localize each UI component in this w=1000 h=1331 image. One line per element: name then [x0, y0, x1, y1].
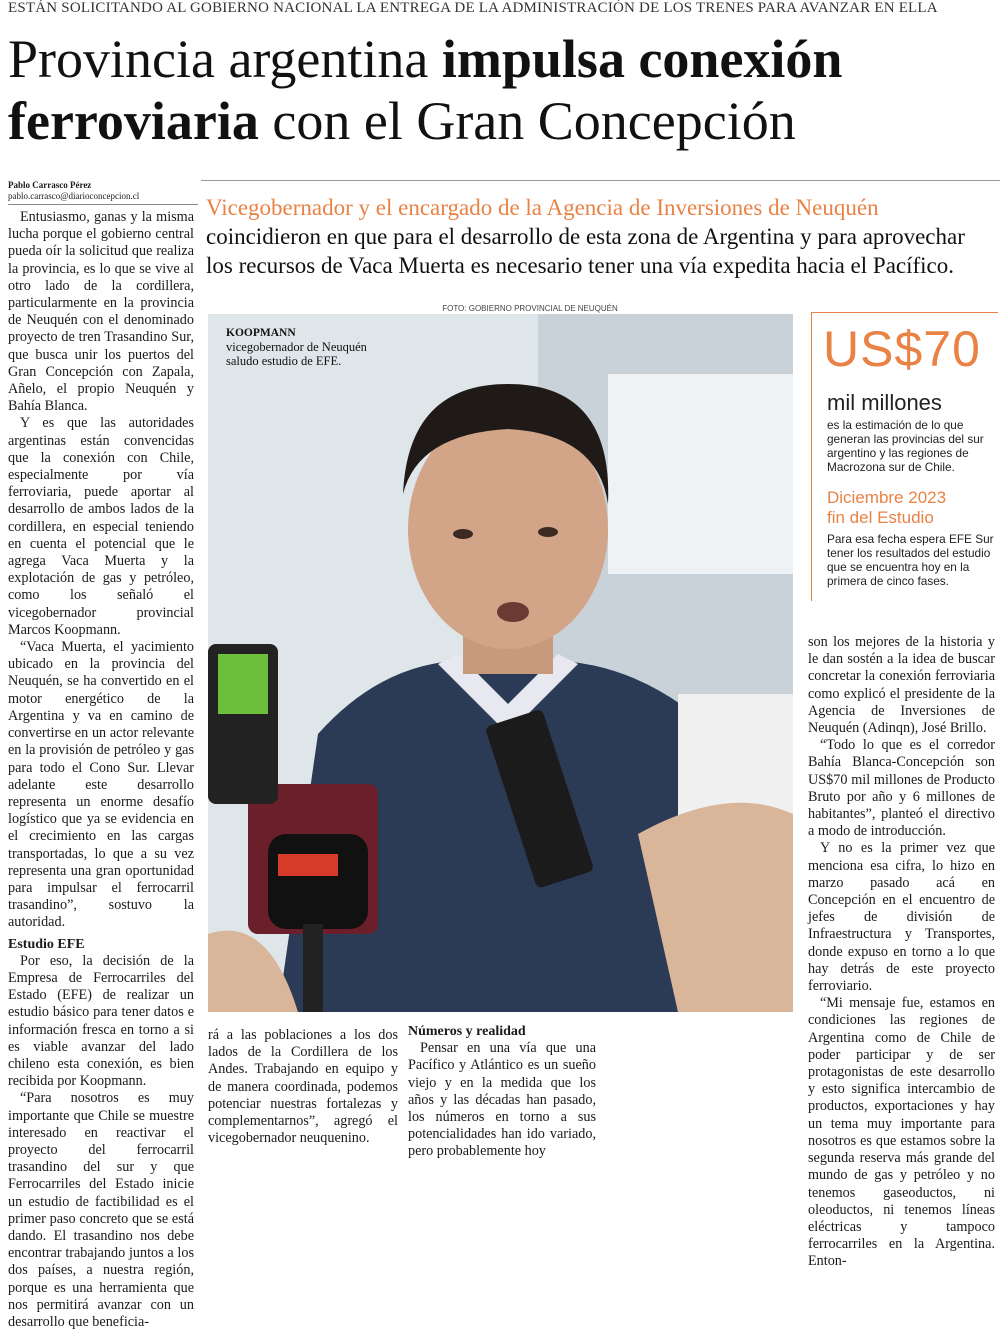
fact-date-line2: fin del Estudio: [827, 508, 934, 527]
headline-line2-bold: ferroviaria: [8, 91, 259, 151]
author-name: Pablo Carrasco Pérez: [8, 180, 92, 190]
paragraph: son los mejores de la historia y le dan sostén a la idea de buscar concretar la conexión ferroviaria como explicó el presidente de la Agencia de Inversiones de Neuquén (Adinqn), José Brillo.: [808, 634, 995, 737]
fact-amount: US$70: [823, 321, 981, 377]
headline: [8, 28, 998, 152]
paragraph: “Vaca Muerta, el yacimiento ubicado en la provincia del Neuquén, se ha convertido en el motor energético de la Argentina y va en camino de convertirse en un actor relevante en la provisión de petróleo y gas para todo el Cono Sur. Llevar adelante este desarrollo representa un enorme desafío logístico que ya se evidencia en el crecimiento en las cargas transportadas, lo que a su vez representa una gran oportunidad para impulsar el ferrocarril trasandino”, sostuvo la autoridad.: [8, 639, 194, 931]
photo-caption: [226, 326, 376, 368]
author-email[interactable]: pablo.carrasco@diarioconcepcion.cl: [8, 191, 140, 201]
deck-rule: [201, 180, 1000, 181]
paragraph: “Todo lo que es el corredor Bahía Blanca-Concepción son US$70 mil millones de Producto Bruto por año y 6 millones de habitantes”, planteó el directivo a modo de introducción.: [808, 737, 995, 840]
column-4: [808, 634, 995, 1271]
photo-illustration: [208, 314, 793, 1012]
byline-rule: [8, 204, 198, 205]
deck-text: coincidieron en que para el desarrollo de esta zona de Argentina y para aprovechar los recursos de Vaca Muerta es necesario tener una vía expedita hacia el Pacífico.: [206, 224, 965, 278]
subhead-numeros-realidad: Números y realidad: [408, 1024, 526, 1039]
main-photo: [208, 314, 793, 1012]
fact-box: [805, 312, 997, 600]
paragraph: “Para nosotros es muy importante que Chile se muestre interesado en reactivar el proyecto del ferrocarril trasandino del sur y que Ferrocarriles del Estado inicie un estudio de factibilidad es el primer paso concreto que se está dando. El trasandino nos debe encontrar trabajando juntos a los dos países, a nuestra región, porque es una herramienta que nos permitirá avanzar con un desarrollo que beneficia-: [8, 1090, 194, 1330]
fact-amount-desc: es la estimación de lo que generan las provincias del sur argentino y las regiones de Macrozona sur de Chile.: [827, 418, 984, 474]
fact-date-head: [827, 488, 997, 528]
headline-line1-plain: Provincia argentina: [8, 29, 442, 89]
fact-date-desc: Para esa fecha espera EFE Sur tener los resultados del estudio que se encuentra hoy en la primera de cinco fases.: [827, 532, 994, 588]
fact-unit: mil millones: [827, 390, 942, 415]
headline-line1-bold: impulsa conexión: [441, 29, 843, 89]
paragraph: Por eso, la decisión de la Empresa de Ferrocarriles del Estado (EFE) de realizar un estudio básico para tener datos e información fresca en torno a si es viable avanzar del lado chileno esta conexión, es bien recibida por Koopmann.: [8, 952, 194, 1090]
byline: [8, 180, 198, 205]
paragraph: “Mi mensaje fue, estamos en condiciones las regiones de Argentina como de Chile de poder participar y de ser protagonistas de este desarrollo y esto significa intercambio de productos, exportaciones y hay un tema muy importante para nosotros es que estamos sobre la segunda reserva más grande del mundo de gas y petróleo y no tenemos gaseoductos, ni oleoductos, ni tenemos líneas eléctricas y tampoco ferrocarriles en la Argentina. Enton-: [808, 995, 995, 1270]
photo-credit: FOTO: GOBIERNO PROVINCIAL DE NEUQUÉN: [442, 304, 618, 313]
headline-line2-plain: con el Gran Concepción: [258, 91, 796, 151]
paragraph: Pensar en una vía que una Pacífico y Atlántico es un sueño viejo y en la medida que los años y las décadas han pasado, los números en torno a sus potencialidades han ido variado, pero probablemente hoy: [408, 1040, 596, 1160]
deck: [206, 193, 996, 280]
deck-accent: Vicegobernador y el encargado de la Agencia de Inversiones de Neuquén: [206, 195, 879, 220]
paragraph: Y es que las autoridades argentinas están convencidas que la conexión con Chile, especialmente por vía ferroviaria, puede aportar al desarrollo de ambos lados de la cordillera, en especial teniendo en cuenta el potencial que le agrega Vaca Muerta y la explotación de gas y petróleo, como los señaló el vicegobernador provincial Marcos Koopmann.: [8, 415, 194, 638]
column-3: [408, 1023, 596, 1161]
column-1: [8, 209, 194, 1331]
caption-text: vicegobernador de Neuquén saludo estudio de EFE.: [226, 340, 367, 368]
subhead-estudio-efe: Estudio EFE: [8, 936, 85, 952]
paragraph: Entusiasmo, ganas y la misma lucha porque el gobierno central pueda oír la solicitud que realiza la provincia, es lo que se vive al otro lado de la cordillera, particularmente en la provincia de Neuquén con el denominado proyecto de tren Trasandino Sur, que busca unir los puertos del Gran Concepción con Zapala, Añelo, el propio Neuquén y Bahía Blanca.: [8, 209, 194, 415]
caption-name: KOOPMANN: [226, 327, 296, 339]
paragraph: rá a las poblaciones a los dos lados de la Cordillera de los Andes. Trabajando en equipo y de manera coordinada, podemos potenciar nuestras fortalezas y complementarnos”, agregó el vicegobernador neuquenino.: [208, 1027, 398, 1147]
column-2: [208, 1027, 398, 1147]
kicker: ESTÁN SOLICITANDO AL GOBIERNO NACIONAL LA ENTREGA DE LA ADMINISTRACIÓN DE LOS TRENES PARA AVANZAR EN ELLA: [8, 0, 938, 16]
fact-date-line1: Diciembre 2023: [827, 488, 947, 507]
paragraph: Y no es la primer vez que menciona esa cifra, lo hizo en marzo pasado acá en Concepción en el encuentro de jefes de división de Infraestructura y Transportes, donde expuso en torno a lo que hay detrás de este proyecto ferroviario.: [808, 840, 995, 995]
